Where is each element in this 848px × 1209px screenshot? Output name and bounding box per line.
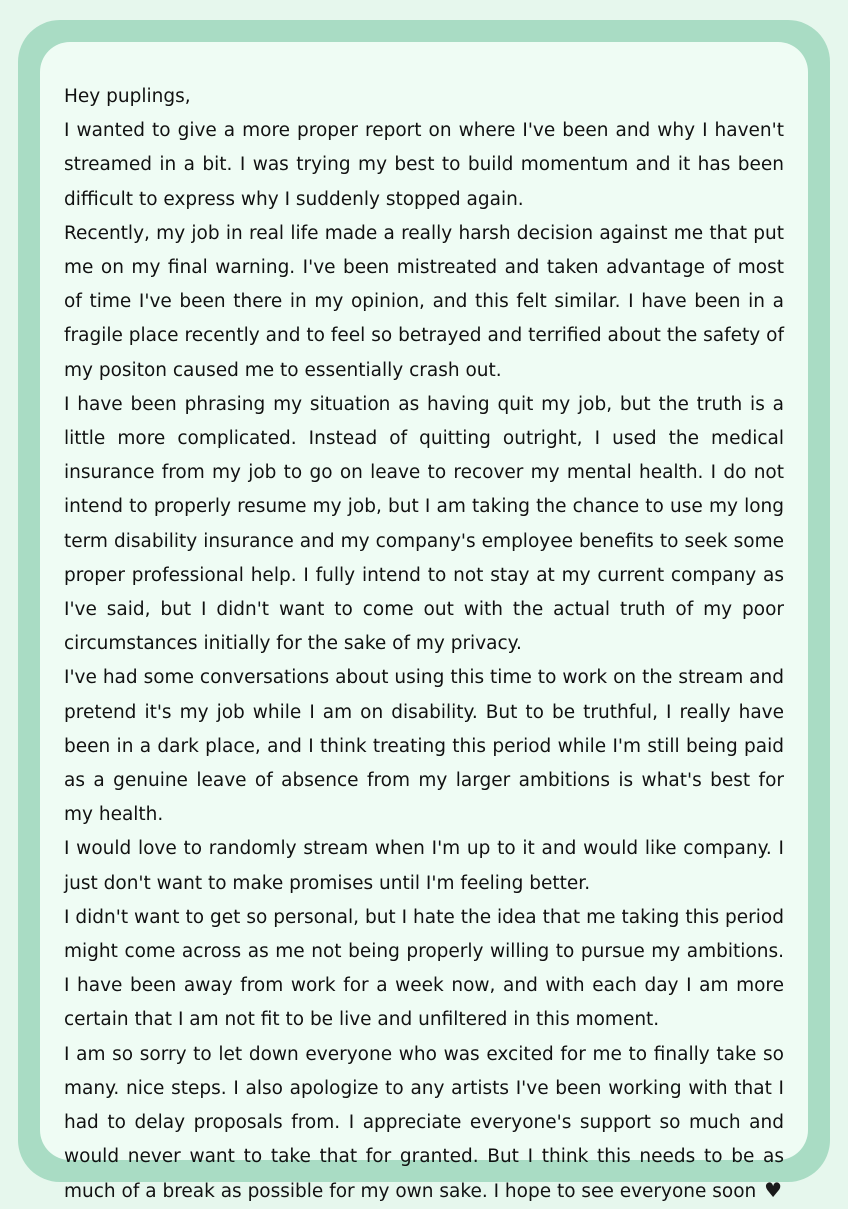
letter-closing-paragraph xyxy=(64,1038,784,1209)
letter-paragraph: I've had some conversations about using this time to work on the stream and pretend it's my job while I am on disability. But to be truthful, I really have been in a dark place, and I think treating this period while I'm still being paid as a genuine leave of absence from my larger ambitions is what's best for my health. xyxy=(64,667,784,826)
letter-paragraph: I would love to randomly stream when I'm up to it and would like company. I just don't want to make promises until I'm feeling better. xyxy=(64,838,784,894)
letter-body xyxy=(64,80,784,1209)
letter-greeting: Hey puplings, xyxy=(64,86,191,107)
letter-closing-text: I am so sorry to let down everyone who was excited for me to finally take so many. nice steps. I also apologize to any artists I've been working with that I had to delay proposals from. I appreciate everyone's support so much and would never want to take that for granted. But I think this needs to be as much of a break as possible for my own sake. I hope to see everyone soon xyxy=(64,1043,784,1202)
letter-paragraph: Recently, my job in real life made a really harsh decision against me that put me on my final warning. I've been mistreated and taken advantage of most of time I've been there in my opinion, and this felt similar. I have been in a fragile place recently and to feel so betrayed and terrified about the safety of my positon caused me to essentially crash out. xyxy=(64,222,784,381)
letter-frame xyxy=(18,20,830,1202)
letter-paragraph: I have been phrasing my situation as having quit my job, but the truth is a little more complicated. Instead of quitting outright, I used the medical insurance from my job to go on leave to recover my mental health. I do not intend to properly resume my job, but I am taking the chance to use my long term disability insurance and my company's employee benefits to seek some proper professional help. I fully intend to not stay at my current company as I've said, but I didn't want to come out with the actual truth of my poor circumstances initially for the sake of my privacy. xyxy=(64,393,784,655)
letter-paragraph: I didn't want to get so personal, but I hate the idea that me taking this period might come across as me not being properly willing to pursue my ambitions. I have been away from work for a week now, and with each day I am more certain that I am not fit to be live and unfiltered in this moment. xyxy=(64,906,784,1031)
letter-card xyxy=(40,42,808,1202)
letter-paragraph: I wanted to give a more proper report on where I've been and why I haven't streamed in a bit. I was trying my best to build momentum and it has been difficult to express why I suddenly stopped again. xyxy=(64,120,784,210)
heart-icon: ♥ xyxy=(764,1177,783,1202)
